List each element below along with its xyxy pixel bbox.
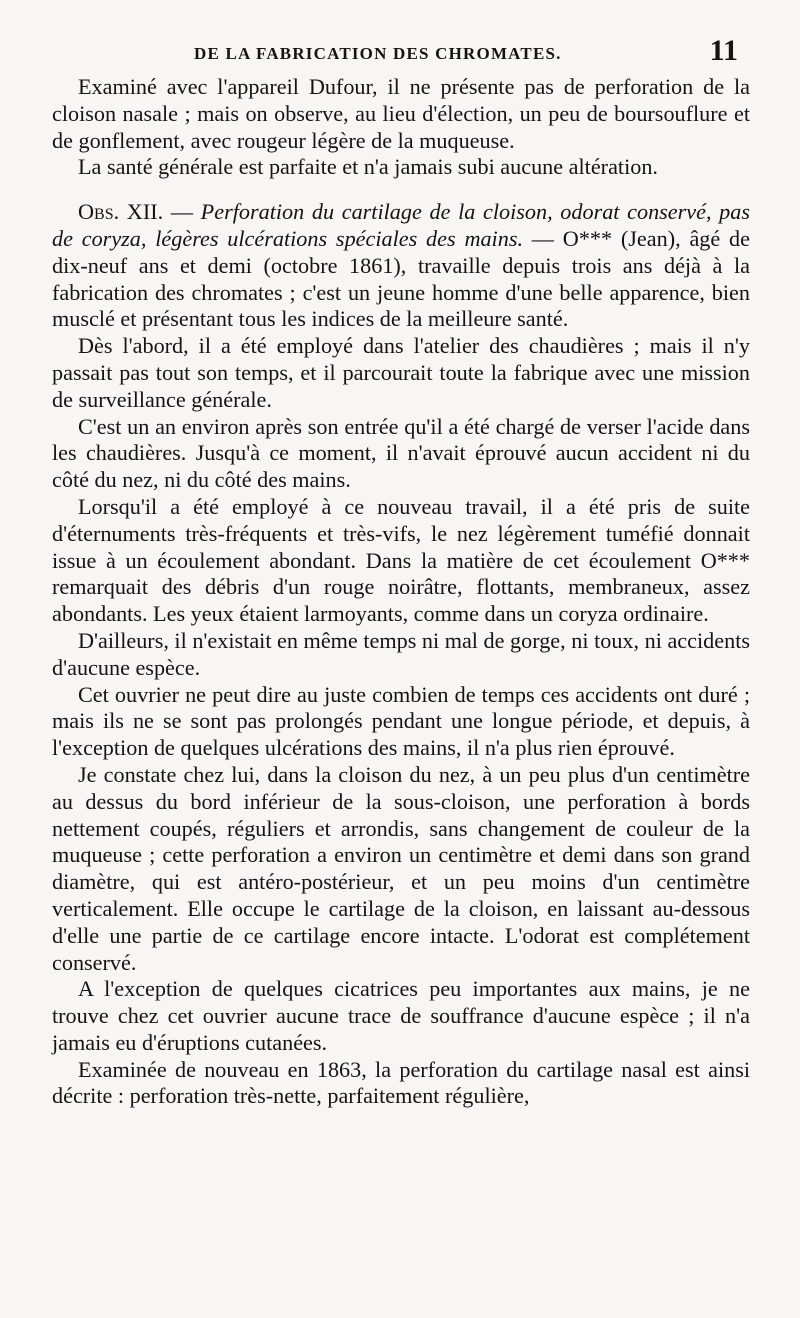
- paragraph: D'ailleurs, il n'existait en même temps ni mal de gorge, ni toux, ni accidents d'aucune espèce.: [52, 627, 750, 680]
- paragraph: Examinée de nouveau en 1863, la perforation du cartilage nasal est ainsi décrite : perforation très-nette, parfaitement régulière,: [52, 1056, 750, 1109]
- paragraph: C'est un an environ après son entrée qu'il a été chargé de verser l'acide dans les chaudières. Jusqu'à ce moment, il n'avait éprouvé aucun accident ni du côté du nez, ni du côté des mains.: [52, 413, 750, 493]
- paragraph: Je constate chez lui, dans la cloison du nez, à un peu plus d'un centimètre au dessus du bord inférieur de la sous-cloison, une perforation à bords nettement coupés, réguliers et arrondis, sans changement de couleur de la muqueuse ; cette perforation a environ un centimètre et demi dans son grand diamètre, qui est antéro-postérieur, et un peu moins d'un centimètre verticalement. Elle occupe le cartilage de la cloison, en laissant au-dessous d'elle une partie de ce cartilage encore intacte. L'odorat est complétement conservé.: [52, 761, 750, 975]
- running-head: [52, 30, 750, 74]
- observation-paragraph: [52, 199, 750, 333]
- paragraph: La santé générale est parfaite et n'a jamais subi aucune altération.: [78, 154, 658, 180]
- paragraph: A l'exception de quelques cicatrices peu importantes aux mains, je ne trouve chez cet ouvrier aucune trace de souffrance d'aucune espèce ; il n'a jamais eu d'éruptions cutanées.: [52, 976, 750, 1055]
- observation-title: Perforation du cartilage de la cloison, odorat conservé, pas de coryza, légères ulcérations spéciales des mains.: [52, 199, 751, 251]
- page-number: 11: [709, 34, 738, 67]
- paragraph: Lorsqu'il a été employé à ce nouveau travail, il a été pris de suite d'éternuments très-fréquents et très-vifs, le nez légèrement tuméfié donnait issue à un écoulement abondant. Dans la matière de cet écoulement O*** remarquait des débris d'un rouge noirâtre, flottants, membraneux, assez abondants. Les yeux étaient larmoyants, comme dans un coryza ordinaire.: [52, 493, 750, 627]
- body-text: [52, 74, 750, 1110]
- observation-number: Obs. XII.: [78, 199, 164, 225]
- observation-dash: —: [163, 199, 201, 225]
- paragraph: Examiné avec l'appareil Dufour, il ne présente pas de perforation de la cloison nasale ; mais on observe, au lieu d'élection, un peu de boursouflure et de gonflement, avec rougeur légère de la muqueuse.: [52, 74, 750, 153]
- running-title: DE LA FABRICATION DES CHROMATES.: [194, 44, 562, 63]
- observation-text: — O*** (Jean), âgé de dix-neuf ans et demi (octobre 1861), travaille depuis trois ans déjà à la fabrication des chromates ; c'est un jeune homme d'une belle apparence, bien musclé et présentant tous les indices de la meilleure santé.: [52, 225, 750, 332]
- paragraph: Dès l'abord, il a été employé dans l'atelier des chaudières ; mais il n'y passait pas tout son temps, et il parcourait toute la fabrique avec une mission de surveillance générale.: [52, 333, 750, 412]
- paragraph: Cet ouvrier ne peut dire au juste combien de temps ces accidents ont duré ; mais ils ne se sont pas prolongés pendant une longue période, et depuis, à l'exception de quelques ulcérations des mains, il n'a plus rien éprouvé.: [52, 681, 750, 761]
